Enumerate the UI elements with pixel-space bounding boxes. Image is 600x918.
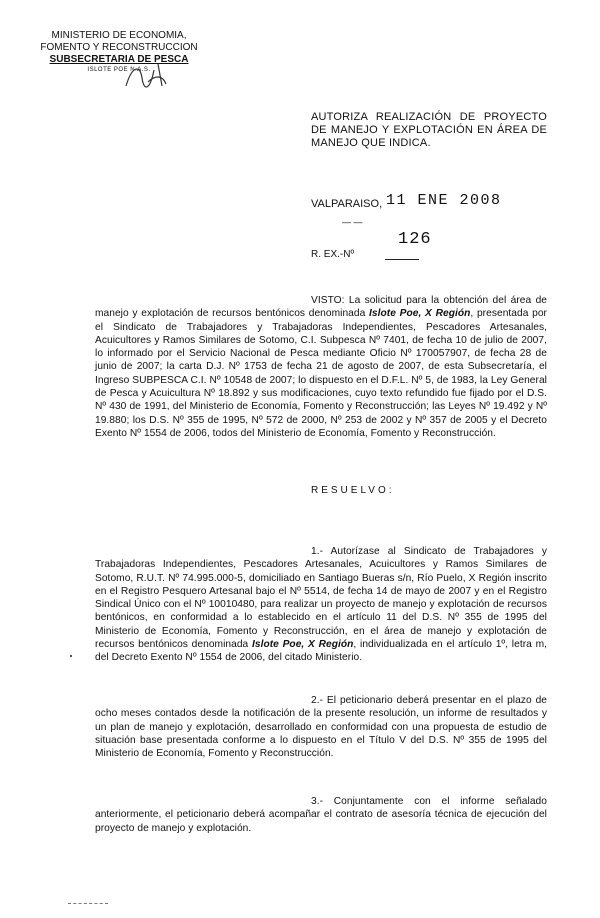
- visto-lead: VISTO: La solicitud para la obtención del área de manejo y explotación de recursos bentónicos denominada: [95, 295, 547, 320]
- article-1: [95, 545, 547, 665]
- letterhead: [34, 30, 204, 74]
- footer-rule: [68, 903, 108, 904]
- resolution-number: 126: [398, 230, 432, 249]
- handwritten-initials: [122, 56, 172, 96]
- place-label: VALPARAISO,: [311, 198, 383, 210]
- article-1-area-name: Islote Poe, X Región: [251, 639, 354, 651]
- scan-speck: [70, 655, 72, 657]
- letterhead-subsecretaria: SUBSECRETARIA DE PESCA: [49, 54, 189, 65]
- resolution-underline: [385, 259, 419, 260]
- visto-paragraph: [95, 294, 547, 440]
- article-2: 2.- El peticionario deberá presentar en el plazo de ocho meses contados desde la notificación de la presente resolución, un informe de resultados y un plan de manejo y explotación, desarrollado en conformidad con una propuesta de estudio de situación base presentada conforme a lo dispuesto en el Título V del D.S. Nº 355 de 1995 del Ministerio de Economía, Fomento y Reconstrucción.: [95, 695, 547, 760]
- resuelvo-heading: RESUELVO:: [311, 485, 395, 496]
- resolution-dashes: — —: [342, 217, 363, 227]
- date-stamp: 11 ENE 2008: [386, 192, 502, 209]
- letterhead-ministry-cont: FOMENTO Y RECONSTRUCCION: [40, 42, 198, 53]
- article-3: 3.- Conjuntamente con el informe señalado anteriormente, el peticionario deberá acompañar el contrato de asesoría técnica de ejecución del proyecto de manejo y explotación.: [95, 796, 547, 834]
- resolution-label: R. EX.-Nº: [311, 249, 355, 260]
- letterhead-ministry: MINISTERIO DE ECONOMIA,: [51, 30, 187, 41]
- letterhead-reference: ISLOTE POE N.A.S.: [87, 67, 151, 73]
- article-1-lead: 1.- Autorízase al Sindicato de Trabajadores y Trabajadoras Independientes, Pescadores Artesanales, Acuicultores y Ramos Similares de Sotomo, R.U.T. Nº 74.995.000-5, domiciliado en Santiago Bueras s/n, Río Puelo, X Región inscrito en el Registro Pesquero Artesanal bajo el Nº 5514, de fecha 14 de mayo de 2007 y en el Registro Sindical Único con el Nº 10010480, para realizar un proyecto de manejo y explotación de recursos bentónicos, en conformidad a lo establecido en el artículo 11 del D.S. Nº 355 de 1995 del Ministerio de Economía, Fomento y Reconstrucción, en el área de manejo y explotación de recursos bentónicos denominada: [95, 546, 547, 651]
- document-title: AUTORIZA REALIZACIÓN DE PROYECTO DE MANEJO Y EXPLOTACIÓN EN ÁREA DE MANEJO QUE INDICA.: [311, 111, 547, 149]
- article-1-rest: , individualizada en el artículo 1º, letra m, del Decreto Exento Nº 1554 de 2006, del citado Ministerio.: [95, 639, 547, 664]
- visto-rest: , presentada por el Sindicato de Trabajadores y Trabajadoras Independientes, Pescadores Artesanales, Acuicultores y Ramos Similares de Sotomo, C.I. Subpesca Nº 7401, de fecha 10 de julio de 2007, lo informado por el Servicio Nacional de Pesca mediante Oficio Nº 170057907, de fecha 28 de junio de 2007; la carta D.J. Nº 1753 de fecha 21 de agosto de 2007, de esta Subsecretaría, el Ingreso SUBPESCA C.I. Nº 10548 de 2007; lo dispuesto en el D.F.L. Nº 5, de 1983, la Ley General de Pesca y Acuicultura Nº 18.892 y sus modificaciones, cuyo texto refundido fue fijado por el D.S. Nº 430 de 1991, del Ministerio de Economía, Fomento y Reconstrucción; las Leyes Nº 19.492 y Nº 19.880; los D.S. Nº 355 de 1995, Nº 572 de 2000, Nº 253 de 2002 y Nº 357 de 2005 y el Decreto Exento Nº 1554 de 2006, todos del Ministerio de Economía, Fomento y Reconstrucción.: [95, 308, 548, 439]
- visto-area-name: Islote Poe, X Región: [369, 308, 471, 320]
